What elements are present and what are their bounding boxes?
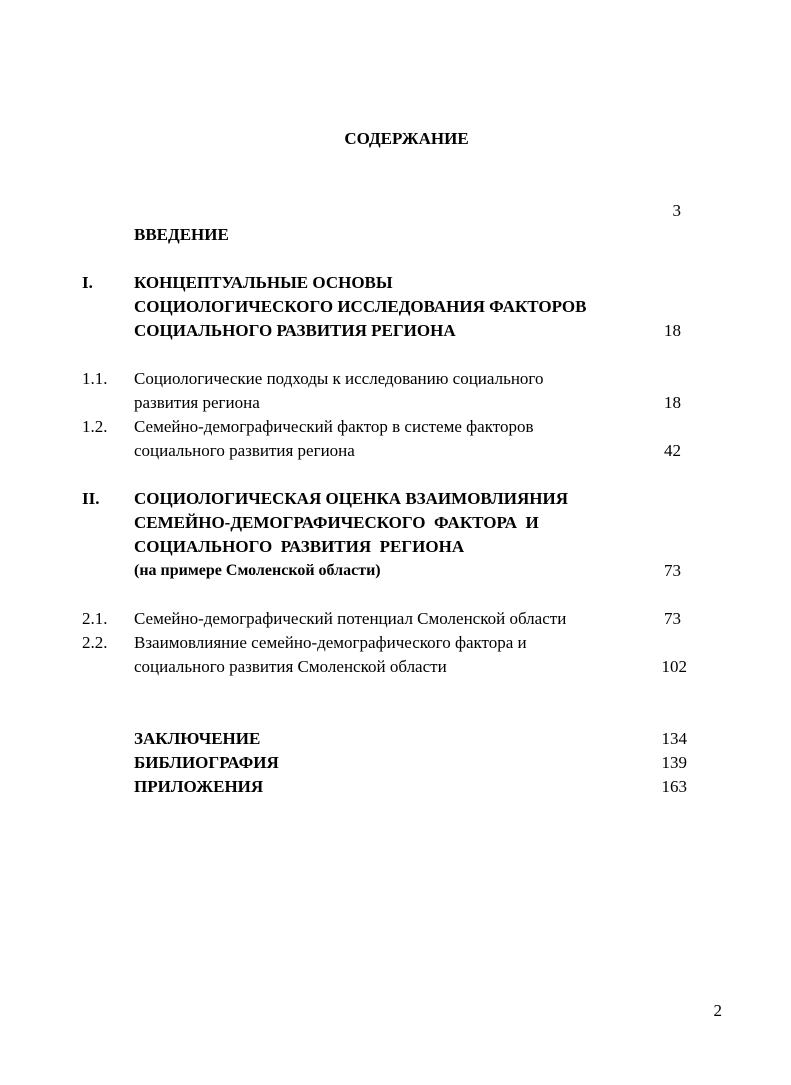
section-2-2-title-line: Взаимовлияние семейно-демографического фактора и xyxy=(134,633,527,652)
chapter2-subtitle: (на примере Смоленской области) xyxy=(134,562,381,579)
conclusion-heading: ЗАКЛЮЧЕНИЕ xyxy=(134,729,261,748)
section-2-1-number: 2.1. xyxy=(82,609,108,628)
section-1-2-number: 1.2. xyxy=(82,417,108,436)
section-2-2-page-number: 102 xyxy=(661,657,687,676)
conclusion-page-number: 134 xyxy=(661,729,687,748)
section-1-1-title-line: Социологические подходы к исследованию социального xyxy=(134,369,544,388)
section-1-2-title-line: социального развития региона xyxy=(134,441,355,460)
section-1-1-number: 1.1. xyxy=(82,369,108,388)
intro-heading: ВВЕДЕНИЕ xyxy=(134,225,229,244)
chapter1-page-number: 18 xyxy=(664,321,681,340)
section-2-2-number: 2.2. xyxy=(82,633,108,652)
chapter1-heading-line: СОЦИАЛЬНОГО РАЗВИТИЯ РЕГИОНА xyxy=(134,321,456,340)
chapter1-heading-line: КОНЦЕПТУАЛЬНЫЕ ОСНОВЫ xyxy=(134,273,393,292)
intro-page-number: 3 xyxy=(672,201,681,220)
chapter2-page-number: 73 xyxy=(664,561,681,580)
chapter2-number: II. xyxy=(82,489,100,508)
bibliography-heading: БИБЛИОГРАФИЯ xyxy=(134,753,279,772)
section-1-2-page-number: 42 xyxy=(664,441,681,460)
appendices-heading: ПРИЛОЖЕНИЯ xyxy=(134,777,264,796)
section-1-1-title-line: развития региона xyxy=(134,393,260,412)
section-2-2-title-line: социального развития Смоленской области xyxy=(134,657,447,676)
appendices-page-number: 163 xyxy=(661,777,687,796)
section-1-2-title-line: Семейно-демографический фактор в системе факторов xyxy=(134,417,534,436)
section-2-1-title-line: Семейно-демографический потенциал Смоленской области xyxy=(134,609,567,628)
chapter1-number: I. xyxy=(82,273,93,292)
section-2-1-page-number: 73 xyxy=(664,609,681,628)
section-1-1-page-number: 18 xyxy=(664,393,681,412)
chapter2-heading-line: СЕМЕЙНО-ДЕМОГРАФИЧЕСКОГО ФАКТОРА И xyxy=(134,513,539,532)
page-title: СОДЕРЖАНИЕ xyxy=(344,129,469,148)
chapter2-heading-line: СОЦИАЛЬНОГО РАЗВИТИЯ РЕГИОНА xyxy=(134,537,465,556)
chapter1-heading-line: СОЦИОЛОГИЧЕСКОГО ИССЛЕДОВАНИЯ ФАКТОРОВ xyxy=(134,297,587,316)
bibliography-page-number: 139 xyxy=(661,753,687,772)
chapter2-heading-line: СОЦИОЛОГИЧЕСКАЯ ОЦЕНКА ВЗАИМОВЛИЯНИЯ xyxy=(134,489,568,508)
footer-page-number: 2 xyxy=(713,1001,722,1020)
